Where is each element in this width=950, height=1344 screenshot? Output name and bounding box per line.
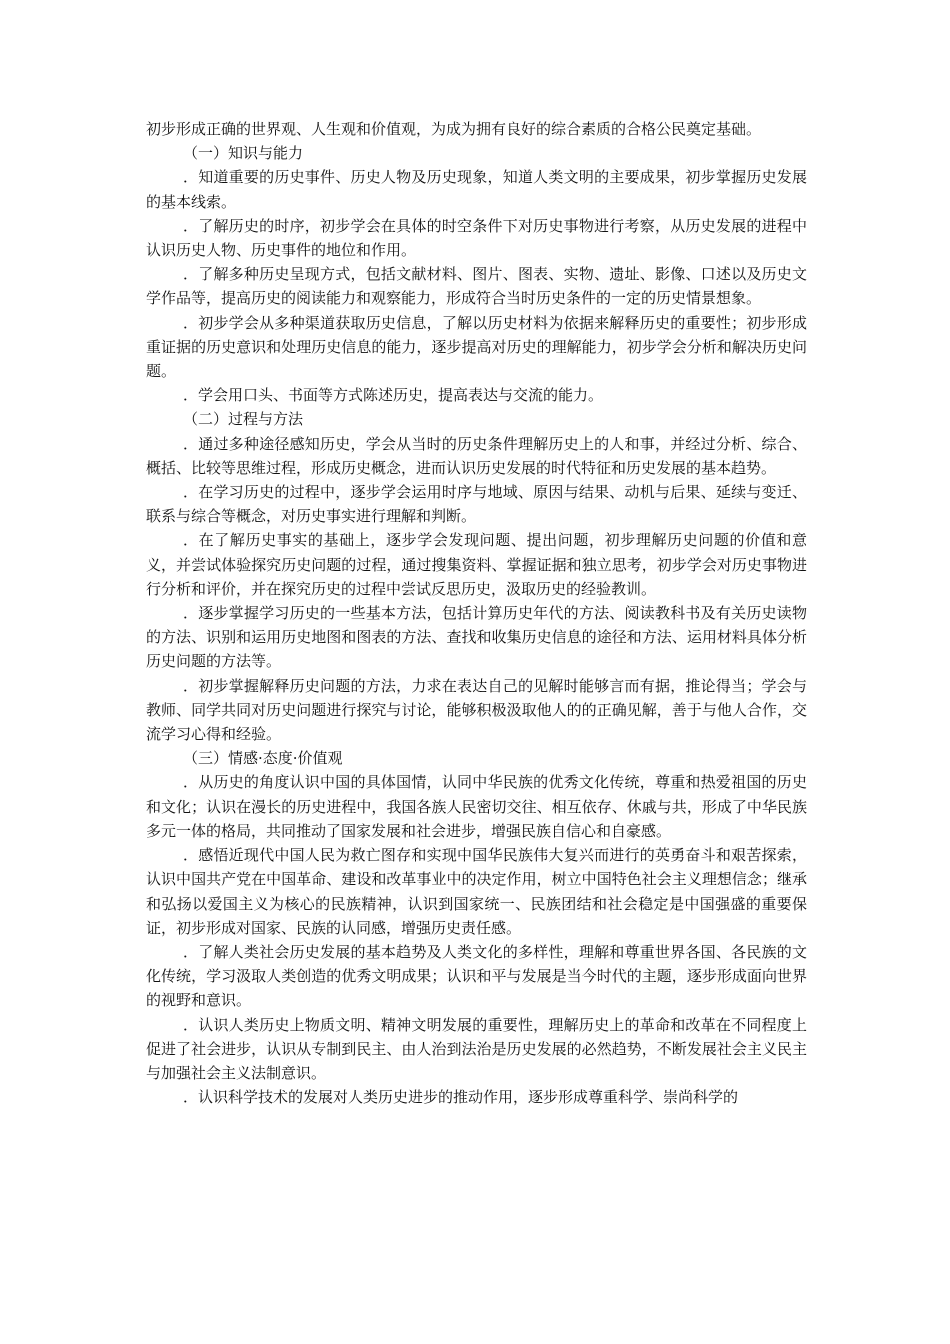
list-item: ．知道重要的历史事件、历史人物及历史现象，知道人类文明的主要成果，初步掌握历史发展的基本线索。 (146, 168, 807, 211)
list-item: ．初步学会从多种渠道获取历史信息，了解以历史材料为依据来解释历史的重要性；初步形成重证据的历史意识和处理历史信息的能力，逐步提高对历史的理解能力，初步学会分析和解决历史问题。 (146, 313, 807, 381)
list-item: ．学会用口头、书面等方式陈述历史，提高表达与交流的能力。 (183, 386, 604, 405)
section-heading-knowledge-ability: （一）知识与能力 (183, 144, 304, 163)
document-page (146, 117, 807, 1109)
list-item: ．认识科学技术的发展对人类历史进步的推动作用，逐步形成尊重科学、崇尚科学的 (183, 1088, 739, 1107)
list-item: ．在学习历史的过程中，逐步学会运用时序与地域、原因与结果、动机与后果、延续与变迁、联系与综合等概念，对历史事实进行理解和判断。 (146, 483, 807, 526)
list-item: ．通过多种途径感知历史，学会从当时的历史条件理解历史上的人和事，并经过分析、综合、概括、比较等思维过程，形成历史概念，进而认识历史发展的时代特征和历史发展的基本趋势。 (146, 434, 807, 477)
list-item: ．感悟近现代中国人民为救亡图存和实现中国华民族伟大复兴而进行的英勇奋斗和艰苦探索，认识中国共产党在中国革命、建设和改革事业中的决定作用，树立中国特色社会主义理想信念；继承和弘扬以爱国主义为核心的民族精神，认识到国家统一、民族团结和社会稳定是中国强盛的重要保证，初步形成对国家、民族的认同感，增强历史责任感。 (146, 846, 807, 937)
list-item: ．在了解历史事实的基础上，逐步学会发现问题、提出问题，初步理解历史问题的价值和意义，并尝试体验探究历史问题的过程，通过搜集资料、掌握证据和独立思考，初步学会对历史事物进行分析和评价，并在探究历史的过程中尝试反思历史，汲取历史的经验教训。 (146, 531, 807, 598)
list-item: ．了解人类社会历史发展的基本趋势及人类文化的多样性，理解和尊重世界各国、各民族的文化传统，学习汲取人类创造的优秀文明成果；认识和平与发展是当今时代的主题，逐步形成面向世界的视野和意识。 (146, 942, 807, 1010)
section-heading-emotion-attitude-values: （三）情感·态度·价值观 (183, 749, 343, 768)
list-item: ．了解历史的时序，初步学会在具体的时空条件下对历史事物进行考察，从历史发展的进程中认识历史人物、历史事件的地位和作用。 (146, 216, 807, 260)
section-heading-process-method: （二）过程与方法 (183, 410, 304, 429)
list-item: ．初步掌握解释历史问题的方法，力求在表达自己的见解时能够言而有据，推论得当；学会与教师、同学共同对历史问题进行探究与讨论，能够积极汲取他人的的正确见解，善于与他人合作，交流学习心得和经验。 (146, 676, 807, 744)
paragraph-intro-continuation: 初步形成正确的世界观、人生观和价值观，为成为拥有良好的综合素质的合格公民奠定基础。 (146, 120, 762, 138)
list-item: ．逐步掌握学习历史的一些基本方法，包括计算历史年代的方法、阅读教科书及有关历史读物的方法、识别和运用历史地图和图表的方法、查找和收集历史信息的途径和方法、运用材料具体分析历史问题的方法等。 (146, 604, 807, 671)
list-item: ．认识人类历史上物质文明、精神文明发展的重要性，理解历史上的革命和改革在不同程度上促进了社会进步，认识从专制到民主、由人治到法治是历史发展的必然趋势，不断发展社会主义民主与加强社会主义法制意识。 (146, 1015, 807, 1082)
list-item: ．了解多种历史呈现方式，包括文献材料、图片、图表、实物、遗址、影像、口述以及历史文学作品等，提高历史的阅读能力和观察能力，形成符合当时历史条件的一定的历史情景想象。 (146, 265, 807, 308)
list-item: ．从历史的角度认识中国的具体国情，认同中华民族的优秀文化传统，尊重和热爱祖国的历史和文化；认识在漫长的历史进程中，我国各族人民密切交往、相互依存、休戚与共，形成了中华民族多元一体的格局，共同推动了国家发展和社会进步，增强民族自信心和自豪感。 (146, 773, 807, 840)
